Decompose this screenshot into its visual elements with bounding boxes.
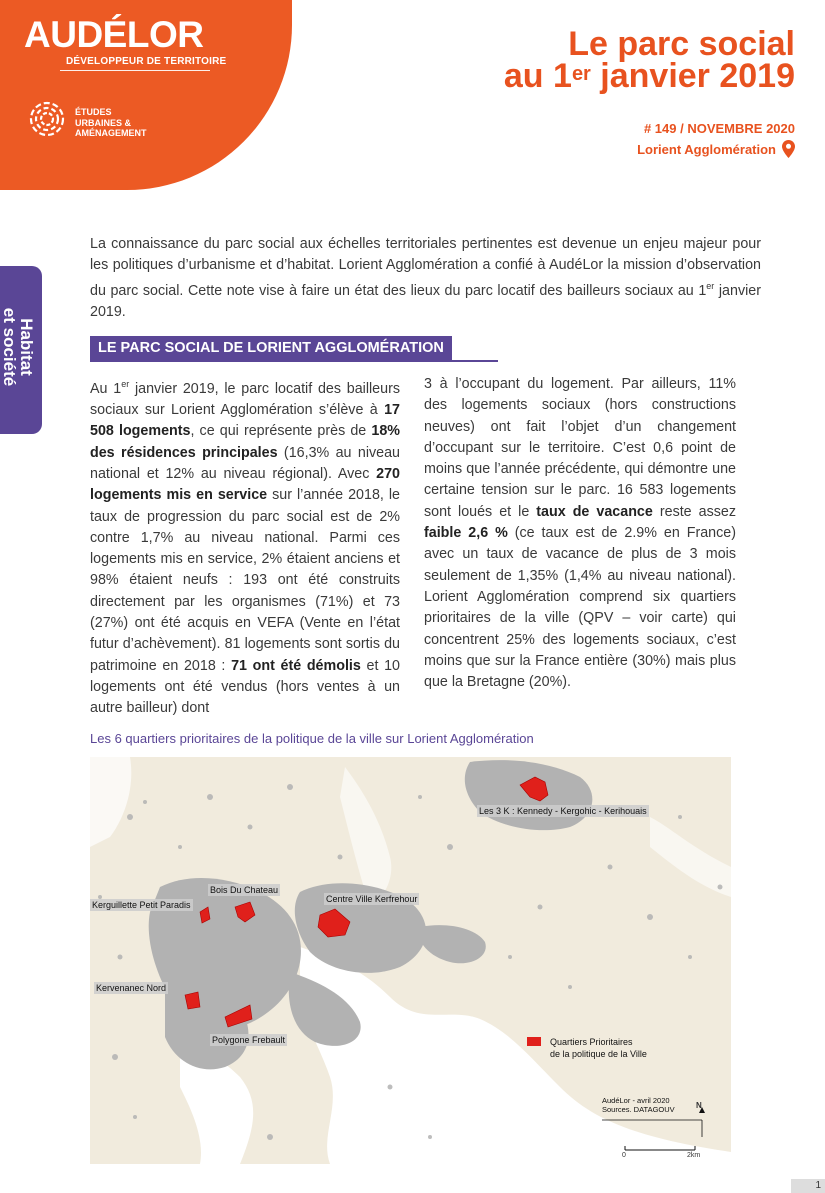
audelor-logo: AUDÉLOR (24, 14, 204, 55)
page-number: 1 (791, 1179, 825, 1193)
scale-zero: 0 (622, 1152, 626, 1159)
label-les-3k: Les 3 K : Kennedy - Kergohic - Kerihouais (479, 806, 647, 816)
qpv-map (90, 757, 731, 1164)
map-caption: Les 6 quartiers prioritaires de la politique de la ville sur Lorient Agglomération (90, 731, 534, 746)
label-centre-ville-kerfrehour: Centre Ville Kerfrehour (326, 894, 418, 904)
map-pin-icon (782, 140, 795, 158)
legend-swatch-qpv (527, 1037, 541, 1046)
etudes-label: ÉTUDES URBAINES & AMÉNAGEMENT (75, 107, 147, 138)
label-bois-du-chateau: Bois Du Chateau (210, 885, 279, 895)
body-column-right: 3 à l’occupant du logement. Par ailleurs, 11% des logements sociaux (hors constructions neuves) ont fait l’objet d’un changement d’occupant sur le territoire. C’est 0,6 point de moins que l’année précédente, qui démontre une certaine tension sur le parc. 16 583 logements sont loués et le taux de vacance reste assez faible 2,6 % (ce taux est de 2.9% en France) avec un taux de vacance de plus de 3 mois seulement de 1,35% (1,4% au niveau national). Lorient Agglomération comprend six quartiers prioritaires de la ville (QPV – voir carte) qui concentrent 25% des logements sociaux, c’est moins que sur la France entière (30%) mais plus que la Bretagne (20%). (424, 376, 736, 691)
title-line-2: au 1er janvier 2019 (503, 57, 795, 95)
label-polygone-frebault: Polygone Frebault (212, 1035, 286, 1045)
label-kerguillette: Kerguillette Petit Paradis (92, 900, 191, 910)
label-kervenanec-nord: Kervenanec Nord (96, 983, 167, 993)
audelor-tagline: DÉVELOPPEUR DE TERRITOIRE (66, 56, 227, 67)
body-column-left: Au 1er janvier 2019, le parc locatif des bailleurs sociaux sur Lorient Agglomération s’élève à 17 508 logements, ce qui représente près de 18% des résidences principales (16,3% au niveau national et 12% au niveau régional). Avec 270 logements mis en service sur l’année 2018, le taux de progression du parc social est de 2% contre 1,7% au niveau national. Parmi ces logements mis en service, 2% étaient anciens et 98% étaient neufs : 193 ont été construits directement par les organismes (71%) et 73 (27%) ont été acquis en VEFA (Vente en l’état futur d’achèvement). 81 logements sont sortis du patrimoine en 2018 : 71 ont été démolis et 10 logements ont été vendus (hors ventes à un autre bailleur) dont (90, 379, 401, 717)
logo-divider (60, 70, 210, 71)
map-credits: AudéLor - avril 2020 Sources. DATAGOUV (602, 1096, 675, 1114)
legend-label: Quartiers Prioritaires de la politique de la Ville (550, 1037, 647, 1059)
etudes-spiral-icon (28, 100, 66, 138)
category-label: Habitat et société (0, 307, 36, 387)
location-label: Lorient Agglomération (637, 140, 795, 158)
scale-max: 2km (687, 1152, 701, 1159)
section-underline (90, 360, 498, 362)
category-side-tab (0, 266, 42, 434)
issue-number: # 149 / NOVEMBRE 2020 (643, 121, 795, 136)
header-logo-block (0, 0, 292, 190)
north-label: N (696, 1101, 702, 1110)
page-title (503, 25, 795, 95)
title-line-1: Le parc social (568, 25, 795, 63)
section-heading: LE PARC SOCIAL DE LORIENT AGGLOMÉRATION (90, 336, 452, 360)
intro-paragraph: La connaissance du parc social aux échelles territoriales pertinentes est devenue un enjeu majeur pour les politiques d’urbanisme et d’habitat. Lorient Agglomération a confié à AudéLor la mission d’observation du parc social. Cette note vise à faire un état des lieux du parc locatif des bailleurs sociaux au 1er janvier 2019. (90, 236, 761, 320)
